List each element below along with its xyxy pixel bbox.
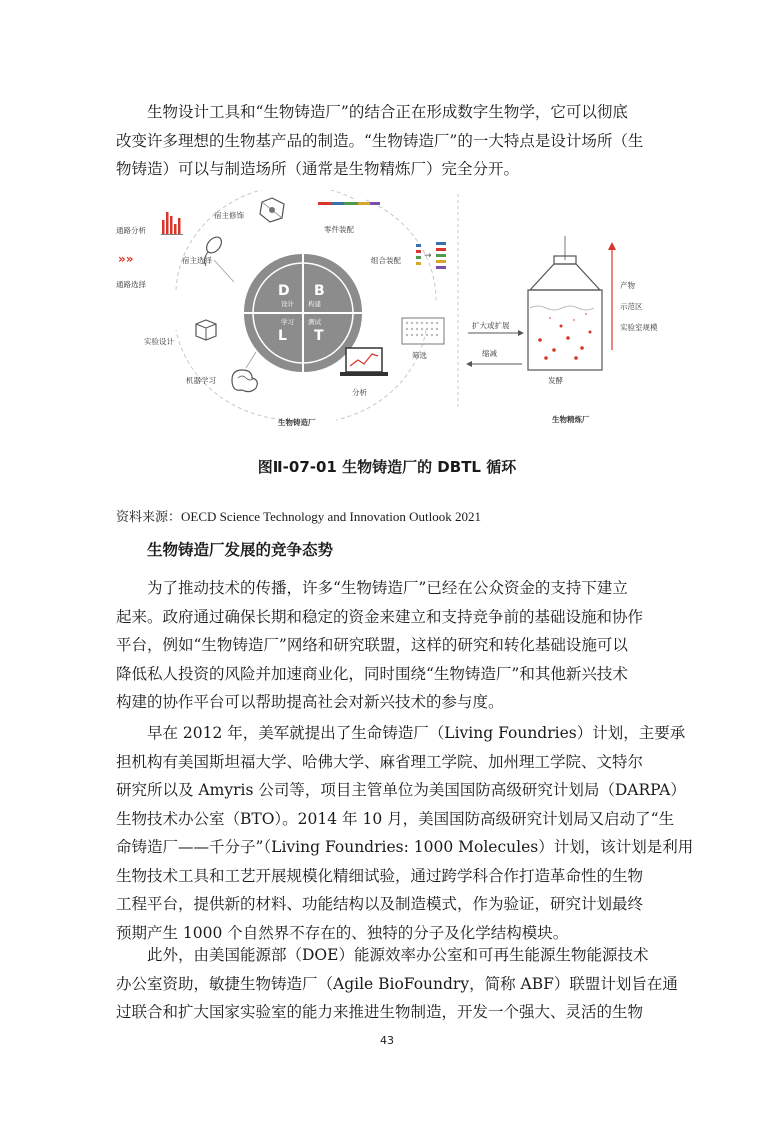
- molecule-icon: [260, 198, 284, 222]
- label-experiment-design: 实验设计: [144, 337, 174, 346]
- connector-line: [214, 260, 234, 282]
- text-line: 生物设计工具和“生物铸造厂”的结合正在形成数字生物学，它可以彻底: [147, 103, 628, 121]
- cycle-ring: [253, 263, 353, 363]
- label-scale-up: 扩大或扩展: [472, 321, 510, 330]
- cycle-letter-l: L: [278, 328, 287, 344]
- cycle-word-build: 构建: [308, 300, 321, 308]
- text-line: 生物技术办公室（BTO）。2014 年 10 月，美国国防高级研究计划局又启动了“生: [116, 809, 675, 828]
- cycle-letter-d: D: [278, 283, 290, 299]
- bar-chart-icon: [161, 212, 183, 235]
- plate-icon: [402, 318, 444, 344]
- arrow-head: [608, 242, 616, 250]
- label-part-assembly: 零件装配: [324, 225, 354, 234]
- figure-source: 资料来源：OECD Science Technology and Innovation Outlook 2021: [116, 509, 481, 524]
- label-refinery: 生物精炼厂: [552, 415, 590, 424]
- dbtl-figure: [106, 190, 666, 440]
- text-line: 起来。政府通过确保长期和稳定的资金来建立和支持竞争前的基础设施和协作: [116, 607, 644, 626]
- label-host-modification: 宿主修饰: [214, 211, 244, 220]
- label-pathway-selection: 通路选择: [116, 280, 146, 289]
- text-line: 研究所以及 Amyris 公司等，项目主管单位为美国国防高级研究计划局（DARPA）: [116, 781, 686, 799]
- section-heading: 生物铸造厂发展的竞争态势: [147, 541, 334, 559]
- body-paragraph-3: [116, 941, 678, 1027]
- laptop-chart-icon: [340, 348, 388, 376]
- label-fermentation: 发酵: [548, 376, 563, 385]
- fermenter-icon: [528, 236, 602, 370]
- text-line: 平台，例如“生物铸造厂”网络和研究联盟，这样的研究和转化基础设施可以: [116, 636, 628, 654]
- cycle-letter-t: T: [314, 328, 324, 344]
- text-line: 物铸造）可以与制造场所（通常是生物精炼厂）完全分开。: [116, 160, 520, 178]
- text-line: 早在 2012 年，美军就提出了生命铸造厂（Living Foundries）计划，主要承: [147, 724, 686, 742]
- label-host-selection: 宿主选择: [182, 256, 212, 265]
- label-lab-scale: 实验室规模: [620, 323, 658, 332]
- text-line: 工程平台，提供新的材料、功能结构以及制造模式，作为验证，研究计划最终: [116, 895, 644, 913]
- text-line: 办公室资助，敏捷生物铸造厂（Agile BioFoundry，简称 ABF）联盟计划旨在通: [116, 974, 678, 993]
- cycle-word-learn: 学习: [281, 318, 294, 326]
- text-line: 降低私人投资的风险并加速商业化，同时围绕“生物铸造厂”和其他新兴技术: [116, 664, 628, 683]
- text-line: 预期产生 1000 个自然界不存在的、独特的分子及化学结构模块。: [116, 923, 569, 942]
- label-machine-learning: 机器学习: [186, 376, 216, 385]
- page-number: 43: [380, 1034, 394, 1047]
- arrow-head: [466, 361, 472, 367]
- intro-paragraph: [116, 98, 660, 184]
- dashed-arc: [366, 200, 436, 300]
- text-line: 改变许多理想的生物基产品的制造。“生物铸造厂”的一大特点是设计场所（生: [116, 131, 644, 150]
- text-line: 过联合和扩大国家实验室的能力来推进生物制造，开发一个强大、灵活的生物: [116, 1003, 644, 1021]
- text-line: 担机构有美国斯坦福大学、哈佛大学、麻省理工学院、加州理工学院、文特尔: [116, 752, 644, 771]
- brain-icon: [232, 370, 257, 392]
- body-paragraph-1: [116, 574, 660, 717]
- label-foundry: 生物铸造厂: [278, 418, 316, 427]
- label-pathway-analysis: 通路分析: [116, 226, 146, 235]
- text-line: 命铸造厂——千分子”（Living Foundries: 1000 Molecules）计划，该计划是利用: [116, 838, 694, 856]
- arrow-head: [518, 330, 524, 336]
- text-line: 此外，由美国能源部（DOE）能源效率办公室和可再生能源生物能源技术: [147, 946, 649, 964]
- label-demo-area: 示范区: [620, 302, 643, 311]
- dbtl-cycle: [244, 254, 362, 372]
- label-analysis: 分析: [352, 388, 367, 397]
- text-line: 构建的协作平台可以帮助提高社会对新兴技术的参与度。: [116, 693, 504, 711]
- dna-parts-icon: [318, 202, 380, 205]
- combinatorial-grid-icon: [416, 242, 446, 269]
- cycle-word-design: 设计: [281, 300, 294, 308]
- label-product: 产物: [620, 281, 635, 290]
- cube-icon: [196, 320, 216, 340]
- cycle-word-test: 测试: [308, 318, 321, 326]
- label-combinatorial-assembly: 组合装配: [371, 256, 401, 265]
- svg-text:→: →: [424, 251, 432, 261]
- cycle-letter-b: B: [314, 283, 325, 299]
- chevrons-icon: [118, 252, 134, 266]
- text-line: 为了推动技术的传播，许多“生物铸造厂”已经在公众资金的支持下建立: [147, 579, 628, 597]
- label-scale-down: 缩减: [482, 349, 497, 358]
- connector-line: [246, 352, 256, 368]
- text-line: 生物技术工具和工艺开展规模化精细试验，通过跨学科合作打造革命性的生物: [116, 866, 644, 885]
- body-paragraph-2: [116, 719, 694, 947]
- figure-caption: 图Ⅱ-07-01 生物铸造厂的 DBTL 循环: [257, 458, 517, 476]
- label-screening: 筛选: [412, 351, 427, 360]
- svg-text:»»: »»: [118, 252, 134, 266]
